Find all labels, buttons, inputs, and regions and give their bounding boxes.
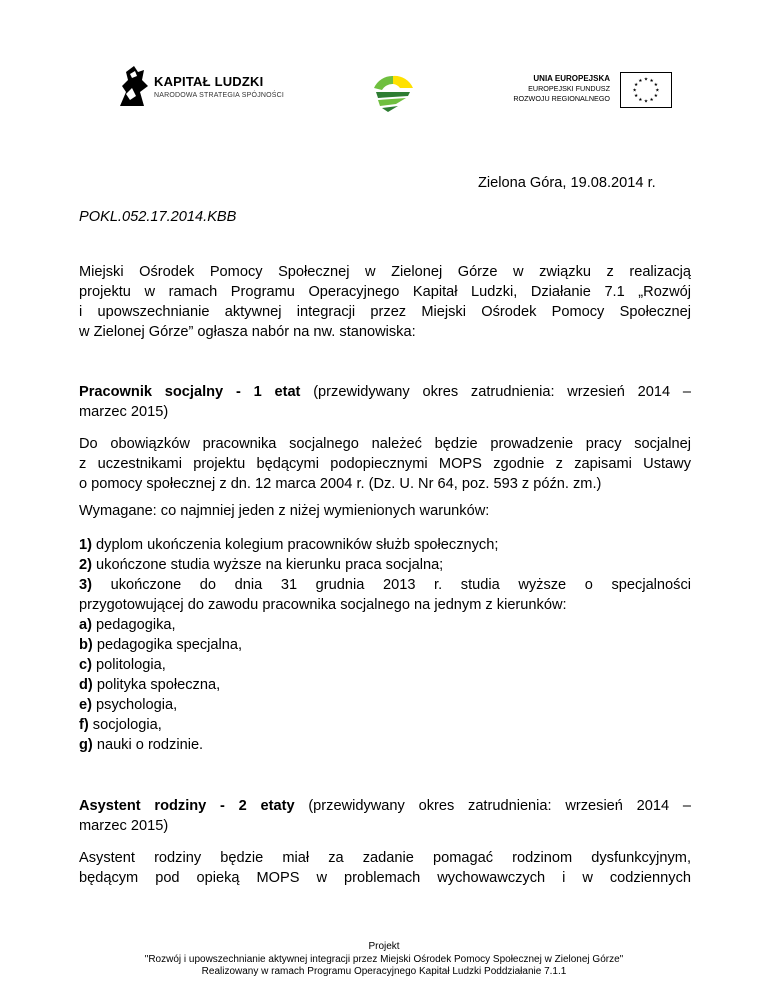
eu-line-3: ROZWOJU REGIONALNEGO	[513, 94, 610, 103]
field-marker: b)	[79, 637, 93, 653]
position1-period-end: marzec 2015)	[79, 404, 169, 420]
position1-duties	[79, 434, 691, 494]
field-marker: f)	[79, 717, 89, 733]
field-text: pedagogika,	[91, 617, 176, 633]
duties-line: z uczestnikami projektu będącymi podopiecznymi MOPS zgodnie z zapisami Ustawy	[79, 456, 691, 472]
field-marker: g)	[79, 737, 93, 753]
kapital-ludzki-logo	[116, 62, 285, 110]
requirement-item	[79, 575, 691, 595]
field-marker: d)	[79, 677, 93, 693]
svg-text:★: ★	[633, 94, 639, 100]
svg-text:★: ★	[638, 78, 643, 84]
requirements-list	[79, 535, 691, 755]
svg-text:★: ★	[638, 97, 643, 103]
requirement-continuation: przygotowującej do zawodu pracownika socjalnego na jednym z kierunków:	[79, 597, 567, 613]
intro-line: Miejski Ośrodek Pomocy Społecznej w Zielonej Górze w związku z realizacją	[79, 264, 691, 280]
svg-text:★: ★	[633, 82, 639, 88]
requirement-marker: 3)	[79, 577, 92, 593]
requirement-marker: 1)	[79, 537, 92, 553]
intro-line: i upowszechnianie aktywnej integracji przez Miejski Ośrodek Pomocy Społecznej	[79, 304, 691, 320]
requirement-marker: 2)	[79, 557, 92, 573]
field-marker: a)	[79, 617, 92, 633]
position1-title: Pracownik socjalny - 1 etat	[79, 384, 301, 400]
eu-logo	[506, 72, 672, 112]
field-item	[79, 715, 691, 735]
svg-text:★: ★	[643, 77, 649, 83]
svg-text:★: ★	[655, 88, 660, 94]
duties-line: Do obowiązków pracownika socjalnego należeć będzie prowadzenie pracy socjalnej	[79, 436, 691, 452]
field-text: politologia,	[91, 657, 166, 673]
reference-number: POKL.052.17.2014.KBB	[79, 209, 237, 225]
intro-paragraph	[79, 262, 691, 342]
duties-line: Asystent rodziny będzie miał za zadanie pomagać rodzinom dysfunkcyjnym,	[79, 850, 691, 866]
intro-line: projektu w ramach Programu Operacyjnego Kapitał Ludzki, Działanie 7.1 „Rozwój	[79, 284, 691, 300]
eu-line-2: EUROPEJSKI FUNDUSZ	[528, 84, 610, 93]
field-text: psychologia,	[91, 697, 178, 713]
eu-logo-text	[513, 74, 610, 104]
requirements-intro: Wymagane: co najmniej jeden z niżej wymienionych warunków:	[79, 503, 490, 519]
field-marker: e)	[79, 697, 92, 713]
date-line: Zielona Góra, 19.08.2014 r.	[478, 175, 656, 191]
position1-period: (przewidywany okres zatrudnienia: wrzesień 2014 –	[300, 384, 691, 400]
position2-heading-line	[79, 796, 691, 816]
footer-line-3: Realizowany w ramach Programu Operacyjnego Kapitał Ludzki Poddziałanie 7.1.1	[201, 966, 567, 977]
position2-heading	[79, 796, 691, 836]
svg-text:★: ★	[649, 78, 654, 84]
field-text: socjologia,	[88, 717, 162, 733]
lubuskie-logo-icon	[370, 74, 416, 116]
requirement-item	[79, 555, 691, 575]
position1-heading-line	[79, 382, 691, 402]
duties-line: będącym pod opieką MOPS w problemach wychowawczych i w codziennych	[79, 870, 691, 886]
requirement-text: ukończone studia wyższe na kierunku praca socjalna;	[91, 557, 444, 573]
eu-line-1: UNIA EUROPEJSKA	[533, 74, 610, 83]
eu-flag-icon	[620, 72, 672, 108]
kapital-ludzki-subtitle: NARODOWA STRATEGIA SPÓJNOŚCI	[154, 92, 285, 99]
kapital-ludzki-emblem-icon	[116, 62, 150, 108]
field-text: nauki o rodzinie.	[92, 737, 204, 753]
position1-heading	[79, 382, 691, 422]
requirement-text: dyplom ukończenia kolegium pracowników służb społecznych;	[91, 537, 499, 553]
position2-period: (przewidywany okres zatrudnienia: wrzesień 2014 –	[294, 798, 691, 814]
field-text: pedagogika specjalna,	[92, 637, 243, 653]
page-footer	[0, 941, 768, 979]
position2-title: Asystent rodziny - 2 etaty	[79, 798, 295, 814]
footer-line-2: "Rozwój i upowszechnianie aktywnej integracji przez Miejski Ośrodek Pomocy Społecznej w Zielonej Górze"	[144, 953, 624, 965]
kapital-ludzki-title: KAPITAŁ LUDZKI	[154, 74, 264, 89]
field-item	[79, 615, 691, 635]
intro-line: w Zielonej Górze” ogłasza nabór na nw. stanowiska:	[79, 324, 416, 340]
requirement-item	[79, 535, 691, 555]
position2-duties	[79, 848, 691, 888]
svg-text:★: ★	[653, 94, 659, 100]
field-text: polityka społeczna,	[92, 677, 221, 693]
field-item	[79, 655, 691, 675]
svg-text:★: ★	[649, 97, 654, 103]
field-item	[79, 735, 691, 755]
svg-text:★: ★	[632, 88, 637, 94]
footer-line-1: Projekt	[368, 941, 400, 952]
svg-text:★: ★	[643, 99, 649, 105]
position2-period-end: marzec 2015)	[79, 818, 169, 834]
field-item	[79, 675, 691, 695]
field-marker: c)	[79, 657, 92, 673]
requirement-text: ukończone do dnia 31 grudnia 2013 r. studia wyższe o specjalności	[91, 577, 691, 593]
duties-line: o pomocy społecznej z dn. 12 marca 2004 r. (Dz. U. Nr 64, poz. 593 z późn. zm.)	[79, 476, 602, 492]
field-item	[79, 695, 691, 715]
field-item	[79, 635, 691, 655]
svg-text:★: ★	[653, 82, 659, 88]
